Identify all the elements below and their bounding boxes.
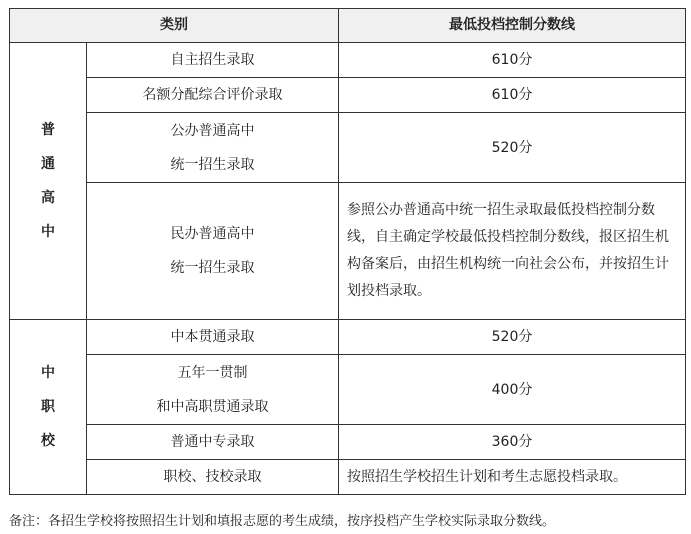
group-label-general-high-school — [10, 43, 87, 320]
type-cell: 自主招生录取 — [87, 43, 339, 78]
score-cell: 360分 — [339, 425, 686, 460]
type-cell: 普通中专录取 — [87, 425, 339, 460]
type-line: 五年一贯制 — [177, 364, 248, 381]
header-score-line: 最低投档控制分数线 — [339, 9, 686, 43]
group-char: 校 — [41, 433, 55, 449]
group-label-vocational-school — [10, 320, 87, 495]
group-char: 中 — [41, 365, 55, 381]
score-cell: 520分 — [339, 113, 686, 183]
type-line: 公办普通高中 — [170, 122, 255, 139]
score-cell: 610分 — [339, 43, 686, 78]
group-char: 高 — [41, 190, 55, 206]
admission-score-table — [9, 8, 686, 495]
type-line: 统一招生录取 — [170, 260, 255, 276]
table-row — [10, 320, 686, 355]
type-cell: 名额分配综合评价录取 — [87, 78, 339, 113]
type-cell — [87, 113, 339, 183]
group-char: 普 — [41, 122, 55, 138]
table-row — [10, 78, 686, 113]
group-char: 职 — [41, 399, 55, 415]
header-category: 类别 — [10, 9, 339, 43]
type-cell: 中本贯通录取 — [87, 320, 339, 355]
score-note-cell: 按照招生学校招生计划和考生志愿投档录取。 — [339, 460, 686, 495]
type-cell: 职校、技校录取 — [87, 460, 339, 495]
table-row — [10, 355, 686, 425]
score-cell: 520分 — [339, 320, 686, 355]
group-char: 中 — [41, 224, 55, 240]
type-line: 民办普通高中 — [170, 226, 255, 242]
type-cell — [87, 355, 339, 425]
score-cell: 400分 — [339, 355, 686, 425]
score-cell: 610分 — [339, 78, 686, 113]
footnote: 备注：各招生学校将按照招生计划和填报志愿的考生成绩，按序投档产生学校实际录取分数线。 — [9, 514, 556, 529]
table-row — [10, 183, 686, 320]
score-note-cell: 参照公办普通高中统一招生录取最低投档控制分数线，自主确定学校最低投档控制分数线，报区招生机构备案后，由招生机构统一向社会公布，并按招生计划投档录取。 — [339, 183, 686, 320]
type-cell — [87, 183, 339, 320]
table-row — [10, 43, 686, 78]
table-row — [10, 425, 686, 460]
table-row — [10, 113, 686, 183]
table-row — [10, 460, 686, 495]
group-char: 通 — [41, 156, 55, 172]
table-header-row — [10, 9, 686, 43]
type-line: 统一招生录取 — [170, 156, 255, 173]
type-line: 和中高职贯通录取 — [156, 398, 269, 415]
